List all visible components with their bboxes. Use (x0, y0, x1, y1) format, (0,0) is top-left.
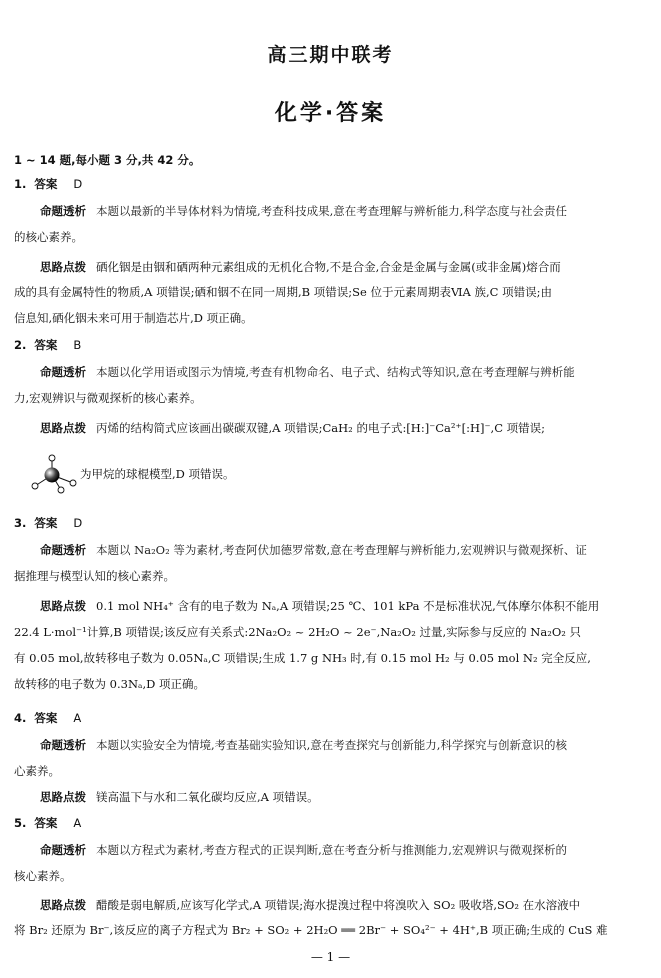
question-4-header (14, 710, 81, 726)
hint-line: 有 0.05 mol,故转移电子数为 0.05Nₐ,C 项错误;生成 1.7 g NH₃ 时,有 0.15 mol H₂ 与 0.05 mol N₂ 完全反应, (14, 651, 591, 665)
answer-value: A (73, 711, 82, 725)
analysis-line: 命题透析 本题以 Na₂O₂ 等为素材,考查阿伏加德罗常数,意在考查理解与辨析能力,宏观辨识与微观探析、证 (40, 543, 587, 557)
exam-title: 高三期中联考 (267, 44, 394, 66)
analysis-line: 命题透析 本题以最新的半导体材料为情境,考查科技成果,意在考查理解与辨析能力,科学态度与社会责任 (40, 204, 567, 218)
analysis-line: 命题透析 本题以方程式为素材,考查方程式的正误判断,意在考查分析与推测能力,宏观辨识与微观探析的 (40, 843, 567, 857)
question-2-header (14, 337, 81, 353)
hint-line: 将 Br₂ 还原为 Br⁻,该反应的离子方程式为 Br₂ + SO₂ + 2H₂O ══ 2Br⁻ + SO₄²⁻ + 4H⁺,B 项正确;生成的 CuS 难 (14, 923, 608, 937)
methane-ball-stick-model (28, 453, 80, 495)
answer-value: D (73, 516, 83, 530)
answer-value: A (73, 816, 82, 830)
analysis-line: 力,宏观辨识与微观探析的核心素养。 (14, 391, 202, 405)
hint-line: 思路点拨 硒化铟是由铟和硒两种元素组成的无机化合物,不是合金,合金是金属与金属(或非金属)熔合而 (40, 260, 561, 274)
hint-line: 思路点拨 丙烯的结构简式应该画出碳碳双键,A 项错误;CaH₂ 的电子式:[H:]⁻Ca²⁺[:H]⁻,C 项错误; (40, 421, 546, 435)
answer-label: 答案 (34, 711, 58, 725)
question-1-header (14, 176, 82, 192)
answer-label: 答案 (34, 338, 58, 352)
question-number: 4. (14, 711, 27, 725)
answer-label: 答案 (34, 816, 58, 830)
answer-label: 答案 (34, 177, 58, 191)
analysis-line: 据推理与模型认知的核心素养。 (14, 569, 175, 583)
analysis-line: 命题透析 本题以化学用语或图示为情境,考查有机物命名、电子式、结构式等知识,意在考查理解与辨析能 (40, 365, 575, 379)
hint-line: 思路点拨 镁高温下与水和二氧化碳均反应,A 项错误。 (40, 790, 319, 804)
hint-label: 思路点拨 (40, 260, 86, 274)
analysis-line: 心素养。 (14, 764, 60, 778)
analysis-line: 核心素养。 (14, 869, 72, 883)
analysis-label: 命题透析 (40, 738, 86, 752)
question-3-header (14, 515, 82, 531)
hint-line: 思路点拨 醋酸是弱电解质,应该写化学式,A 项错误;海水提溴过程中将溴吹入 SO₂ 吸收塔,SO₂ 在水溶液中 (40, 898, 581, 912)
section-intro: 1 ~ 14 题,每小题 3 分,共 42 分。 (14, 153, 201, 167)
analysis-label: 命题透析 (40, 204, 86, 218)
hint-line: 故转移的电子数为 0.3Nₐ,D 项正确。 (14, 677, 205, 691)
analysis-label: 命题透析 (40, 543, 86, 557)
analysis-label: 命题透析 (40, 365, 86, 379)
question-number: 3. (14, 516, 27, 530)
hint-line: 思路点拨 0.1 mol NH₄⁺ 含有的电子数为 Nₐ,A 项错误;25 ℃、101 kPa 不是标准状况,气体摩尔体积不能用 (40, 599, 600, 613)
answer-value: B (73, 338, 82, 352)
hint-label: 思路点拨 (40, 790, 86, 804)
answer-value: D (73, 177, 83, 191)
hint-line: 成的具有金属特性的物质,A 项错误;硒和铟不在同一周期,B 项错误;Se 位于元素周期表ⅥA 族,C 项错误;由 (14, 285, 552, 299)
answer-label: 答案 (34, 516, 58, 530)
hint-label: 思路点拨 (40, 898, 86, 912)
page-number: — 1 — (310, 950, 351, 964)
question-number: 5. (14, 816, 27, 830)
question-number: 1. (14, 177, 27, 191)
hint-line: 22.4 L·mol⁻¹计算,B 项错误;该反应有关系式:2Na₂O₂ ~ 2H₂O ~ 2e⁻,Na₂O₂ 过量,实际参与反应的 Na₂O₂ 只 (14, 625, 582, 639)
question-5-header (14, 815, 81, 831)
analysis-label: 命题透析 (40, 843, 86, 857)
analysis-line: 命题透析 本题以实验安全为情境,考查基础实验知识,意在考查探究与创新能力,科学探究与创新意识的核 (40, 738, 567, 752)
hint-line: 为甲烷的球棍模型,D 项错误。 (80, 467, 235, 481)
hint-label: 思路点拨 (40, 421, 86, 435)
hint-line: 信息知,硒化铟未来可用于制造芯片,D 项正确。 (14, 311, 253, 325)
question-number: 2. (14, 338, 27, 352)
analysis-line: 的核心素养。 (14, 230, 83, 244)
hint-label: 思路点拨 (40, 599, 86, 613)
subject-title: 化学·答案 (274, 101, 387, 126)
